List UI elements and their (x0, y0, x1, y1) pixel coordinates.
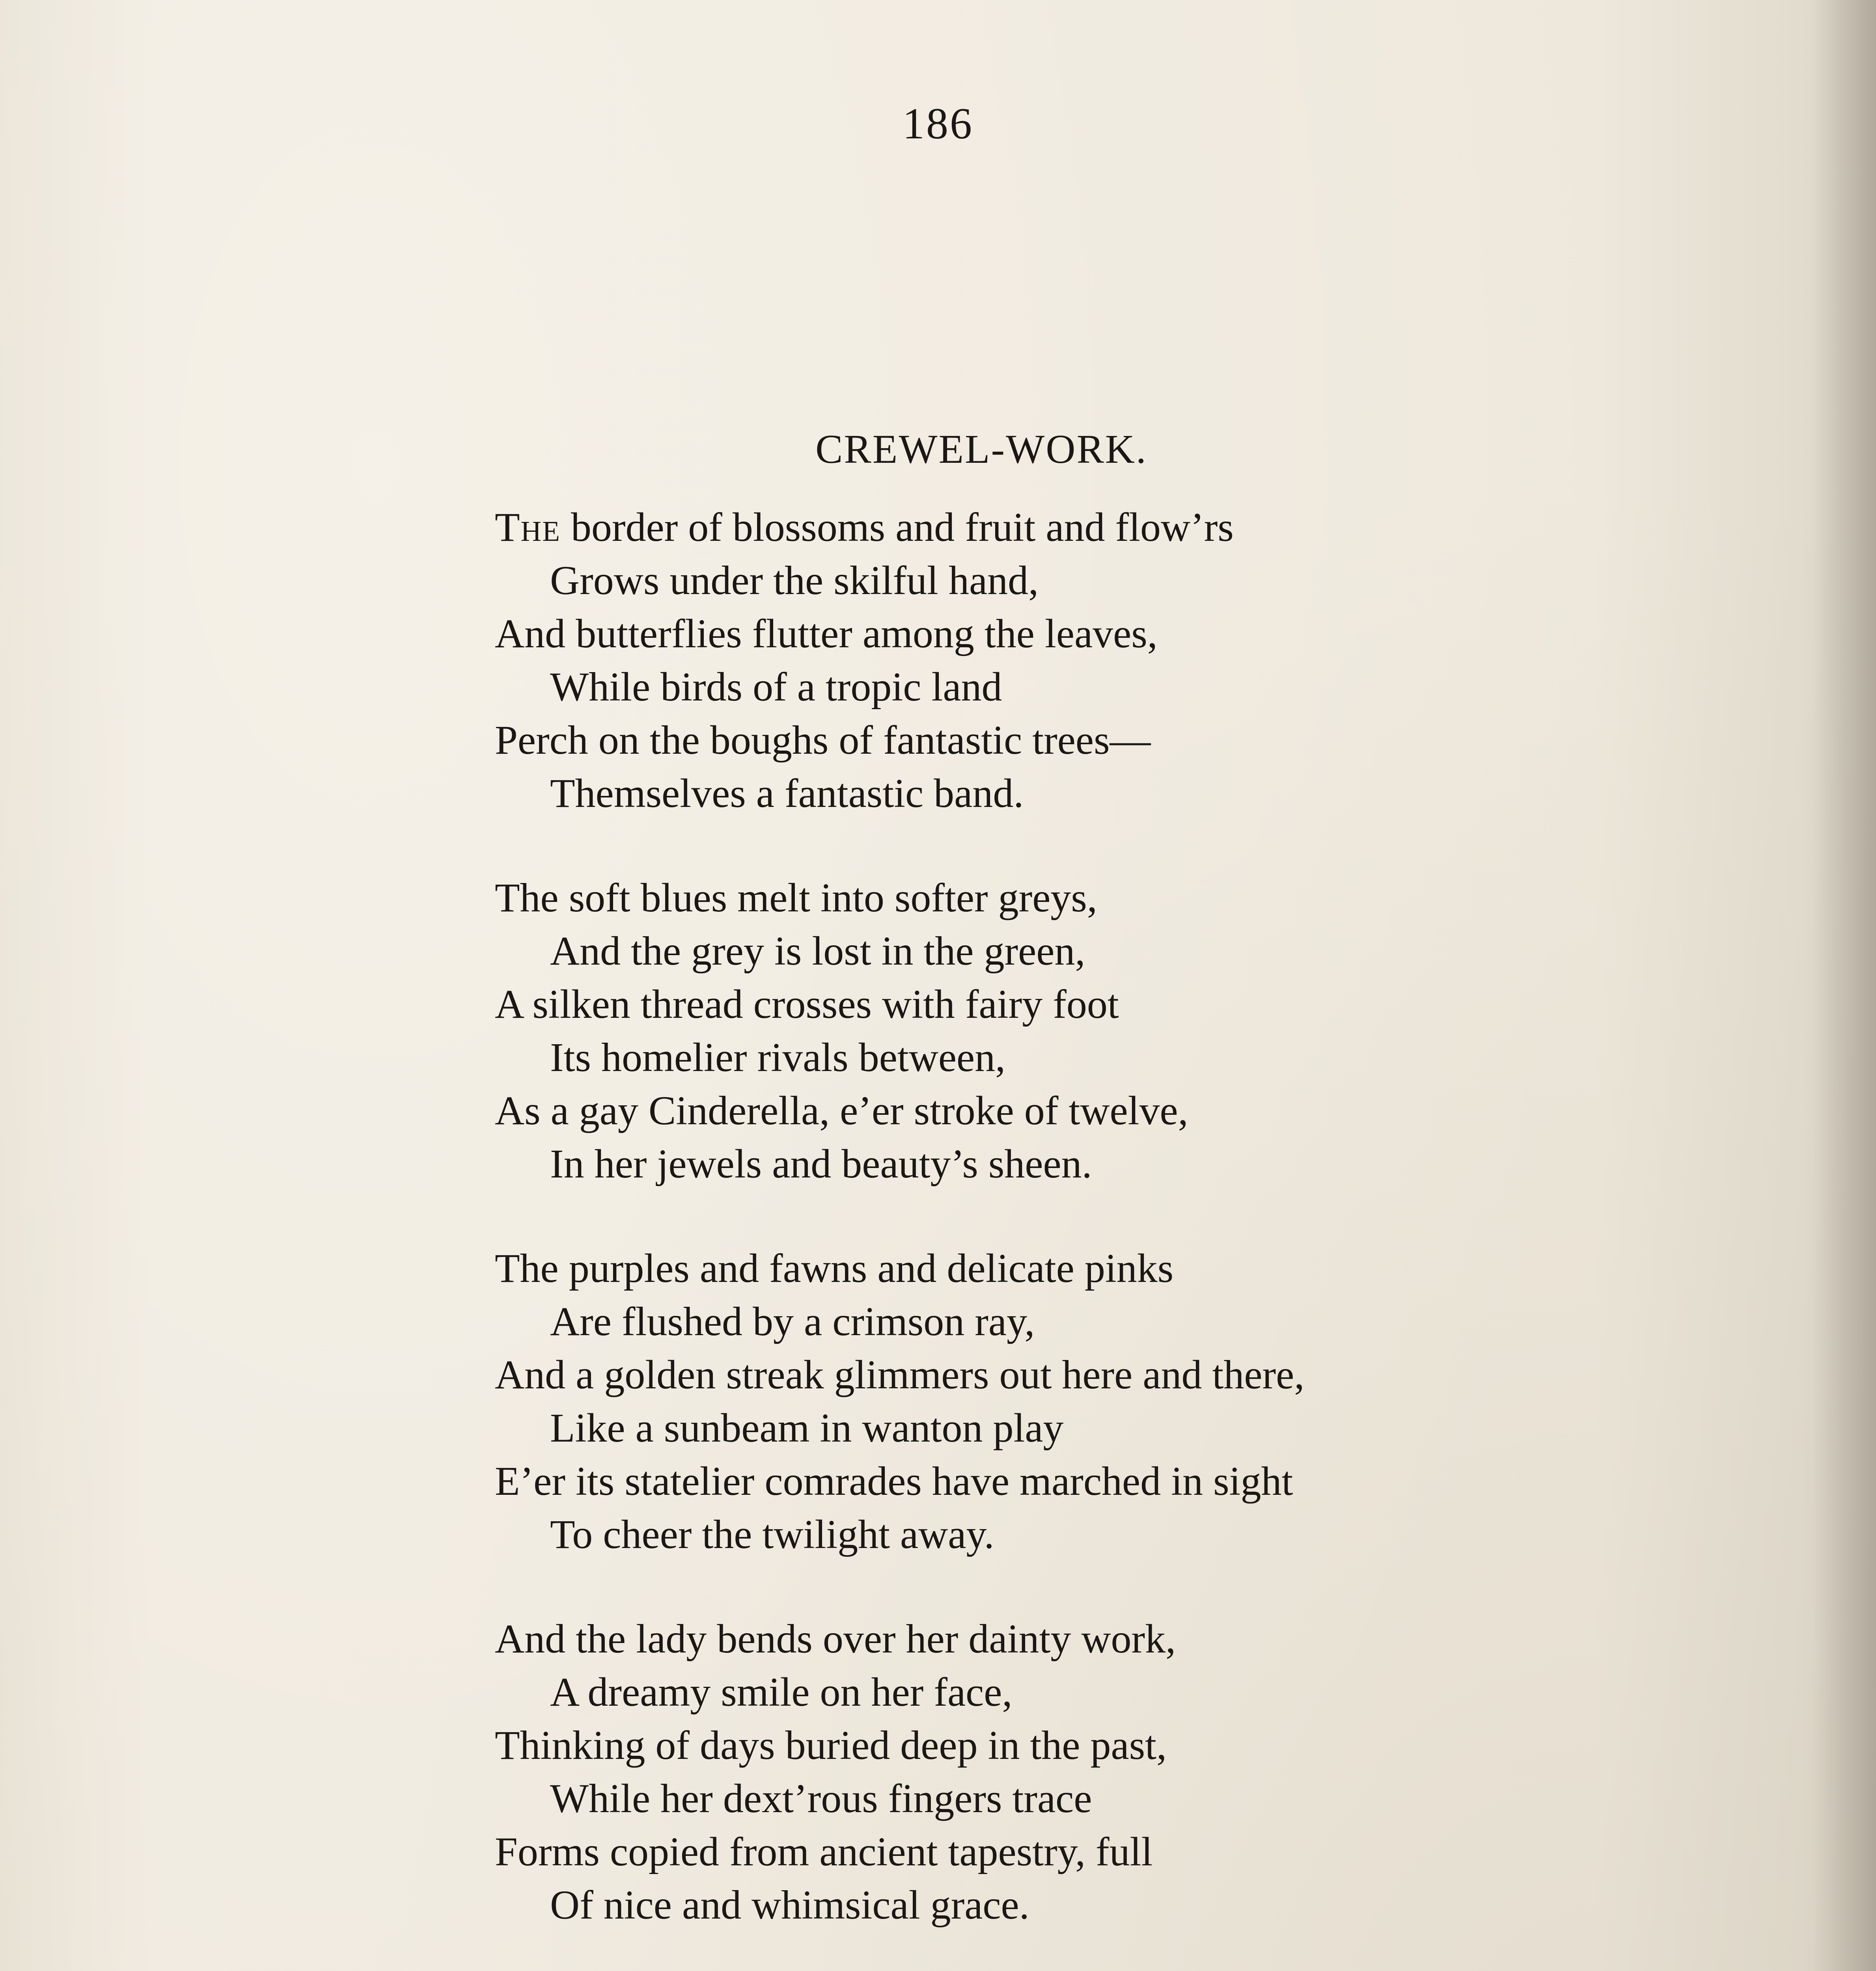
page-number: 186 (903, 99, 973, 148)
stanza (495, 1242, 1678, 1561)
poem-line (495, 1455, 1678, 1508)
stanza (495, 871, 1678, 1190)
poem-line (495, 1084, 1678, 1137)
poem-line (495, 1508, 1678, 1561)
poem-line-text: Of nice and whimsical grace. (550, 1882, 1029, 1928)
poem-body (495, 501, 1678, 1971)
poem-title: CREWEL-WORK. (815, 427, 1147, 472)
poem-line-text: And a golden streak glimmers out here and there, (495, 1352, 1305, 1397)
page-edge-shadow (1813, 0, 1876, 1971)
poem-line-text: While her dext’rous fingers trace (550, 1776, 1092, 1821)
poem-line-text: E’er its statelier comrades have marched in sight (495, 1459, 1293, 1504)
poem-line-text: In her jewels and beauty’s sheen. (550, 1141, 1092, 1187)
poem-line (495, 1612, 1678, 1665)
poem-line (495, 1772, 1678, 1825)
poem-line (495, 501, 1678, 554)
poem-line-text: The purples and fawns and delicate pinks (495, 1246, 1174, 1291)
poem-line-text: Its homelier rivals between, (550, 1035, 1006, 1080)
poem-line (495, 1825, 1678, 1878)
poem-line (495, 607, 1678, 660)
poem-line-text: And the lady bends over her dainty work, (495, 1616, 1176, 1662)
poem-line-text: Perch on the boughs of fantastic trees— (495, 717, 1151, 763)
poem-line-text: border of blossoms and fruit and flow’rs (560, 505, 1234, 550)
poem-line-text: And the grey is lost in the green, (550, 928, 1085, 974)
poem-line (495, 1031, 1678, 1084)
poem-line-text: The soft blues melt into softer greys, (495, 875, 1097, 920)
poem-line-text: A silken thread crosses with fairy foot (495, 982, 1119, 1027)
poem-line-text: And butterflies flutter among the leaves, (495, 611, 1158, 656)
stanza (495, 501, 1678, 820)
poem-line (495, 767, 1678, 820)
poem-line-lead-word: The (495, 505, 561, 550)
poem-line (495, 978, 1678, 1031)
poem-line (495, 660, 1678, 714)
poem-line-text: Themselves a fantastic band. (550, 771, 1024, 816)
stanza (495, 1612, 1678, 1932)
poem-line (495, 714, 1678, 767)
poem-line (495, 1719, 1678, 1772)
poem-line-text: Grows under the skilful hand, (550, 558, 1039, 603)
poem-line-text: Forms copied from ancient tapestry, full (495, 1829, 1153, 1874)
poem-line-text: Like a sunbeam in wanton play (550, 1405, 1064, 1451)
poem-line (495, 1295, 1678, 1348)
poem-line (495, 1401, 1678, 1455)
poem-line-text: Thinking of days buried deep in the past, (495, 1723, 1167, 1768)
poem-line (495, 1348, 1678, 1401)
poem-line-text: A dreamy smile on her face, (550, 1669, 1013, 1715)
poem-line (495, 871, 1678, 924)
poem-line-text: While birds of a tropic land (550, 664, 1002, 710)
poem-line (495, 554, 1678, 607)
poem-line (495, 1878, 1678, 1932)
poem-line (495, 924, 1678, 978)
poem-line-text: As a gay Cinderella, e’er stroke of twelve, (495, 1088, 1188, 1133)
poem-line-text: To cheer the twilight away. (550, 1512, 994, 1557)
poem-line (495, 1665, 1678, 1719)
poem-line (495, 1137, 1678, 1190)
poem-line-text: Are flushed by a crimson ray, (550, 1299, 1035, 1344)
poem-line (495, 1242, 1678, 1295)
